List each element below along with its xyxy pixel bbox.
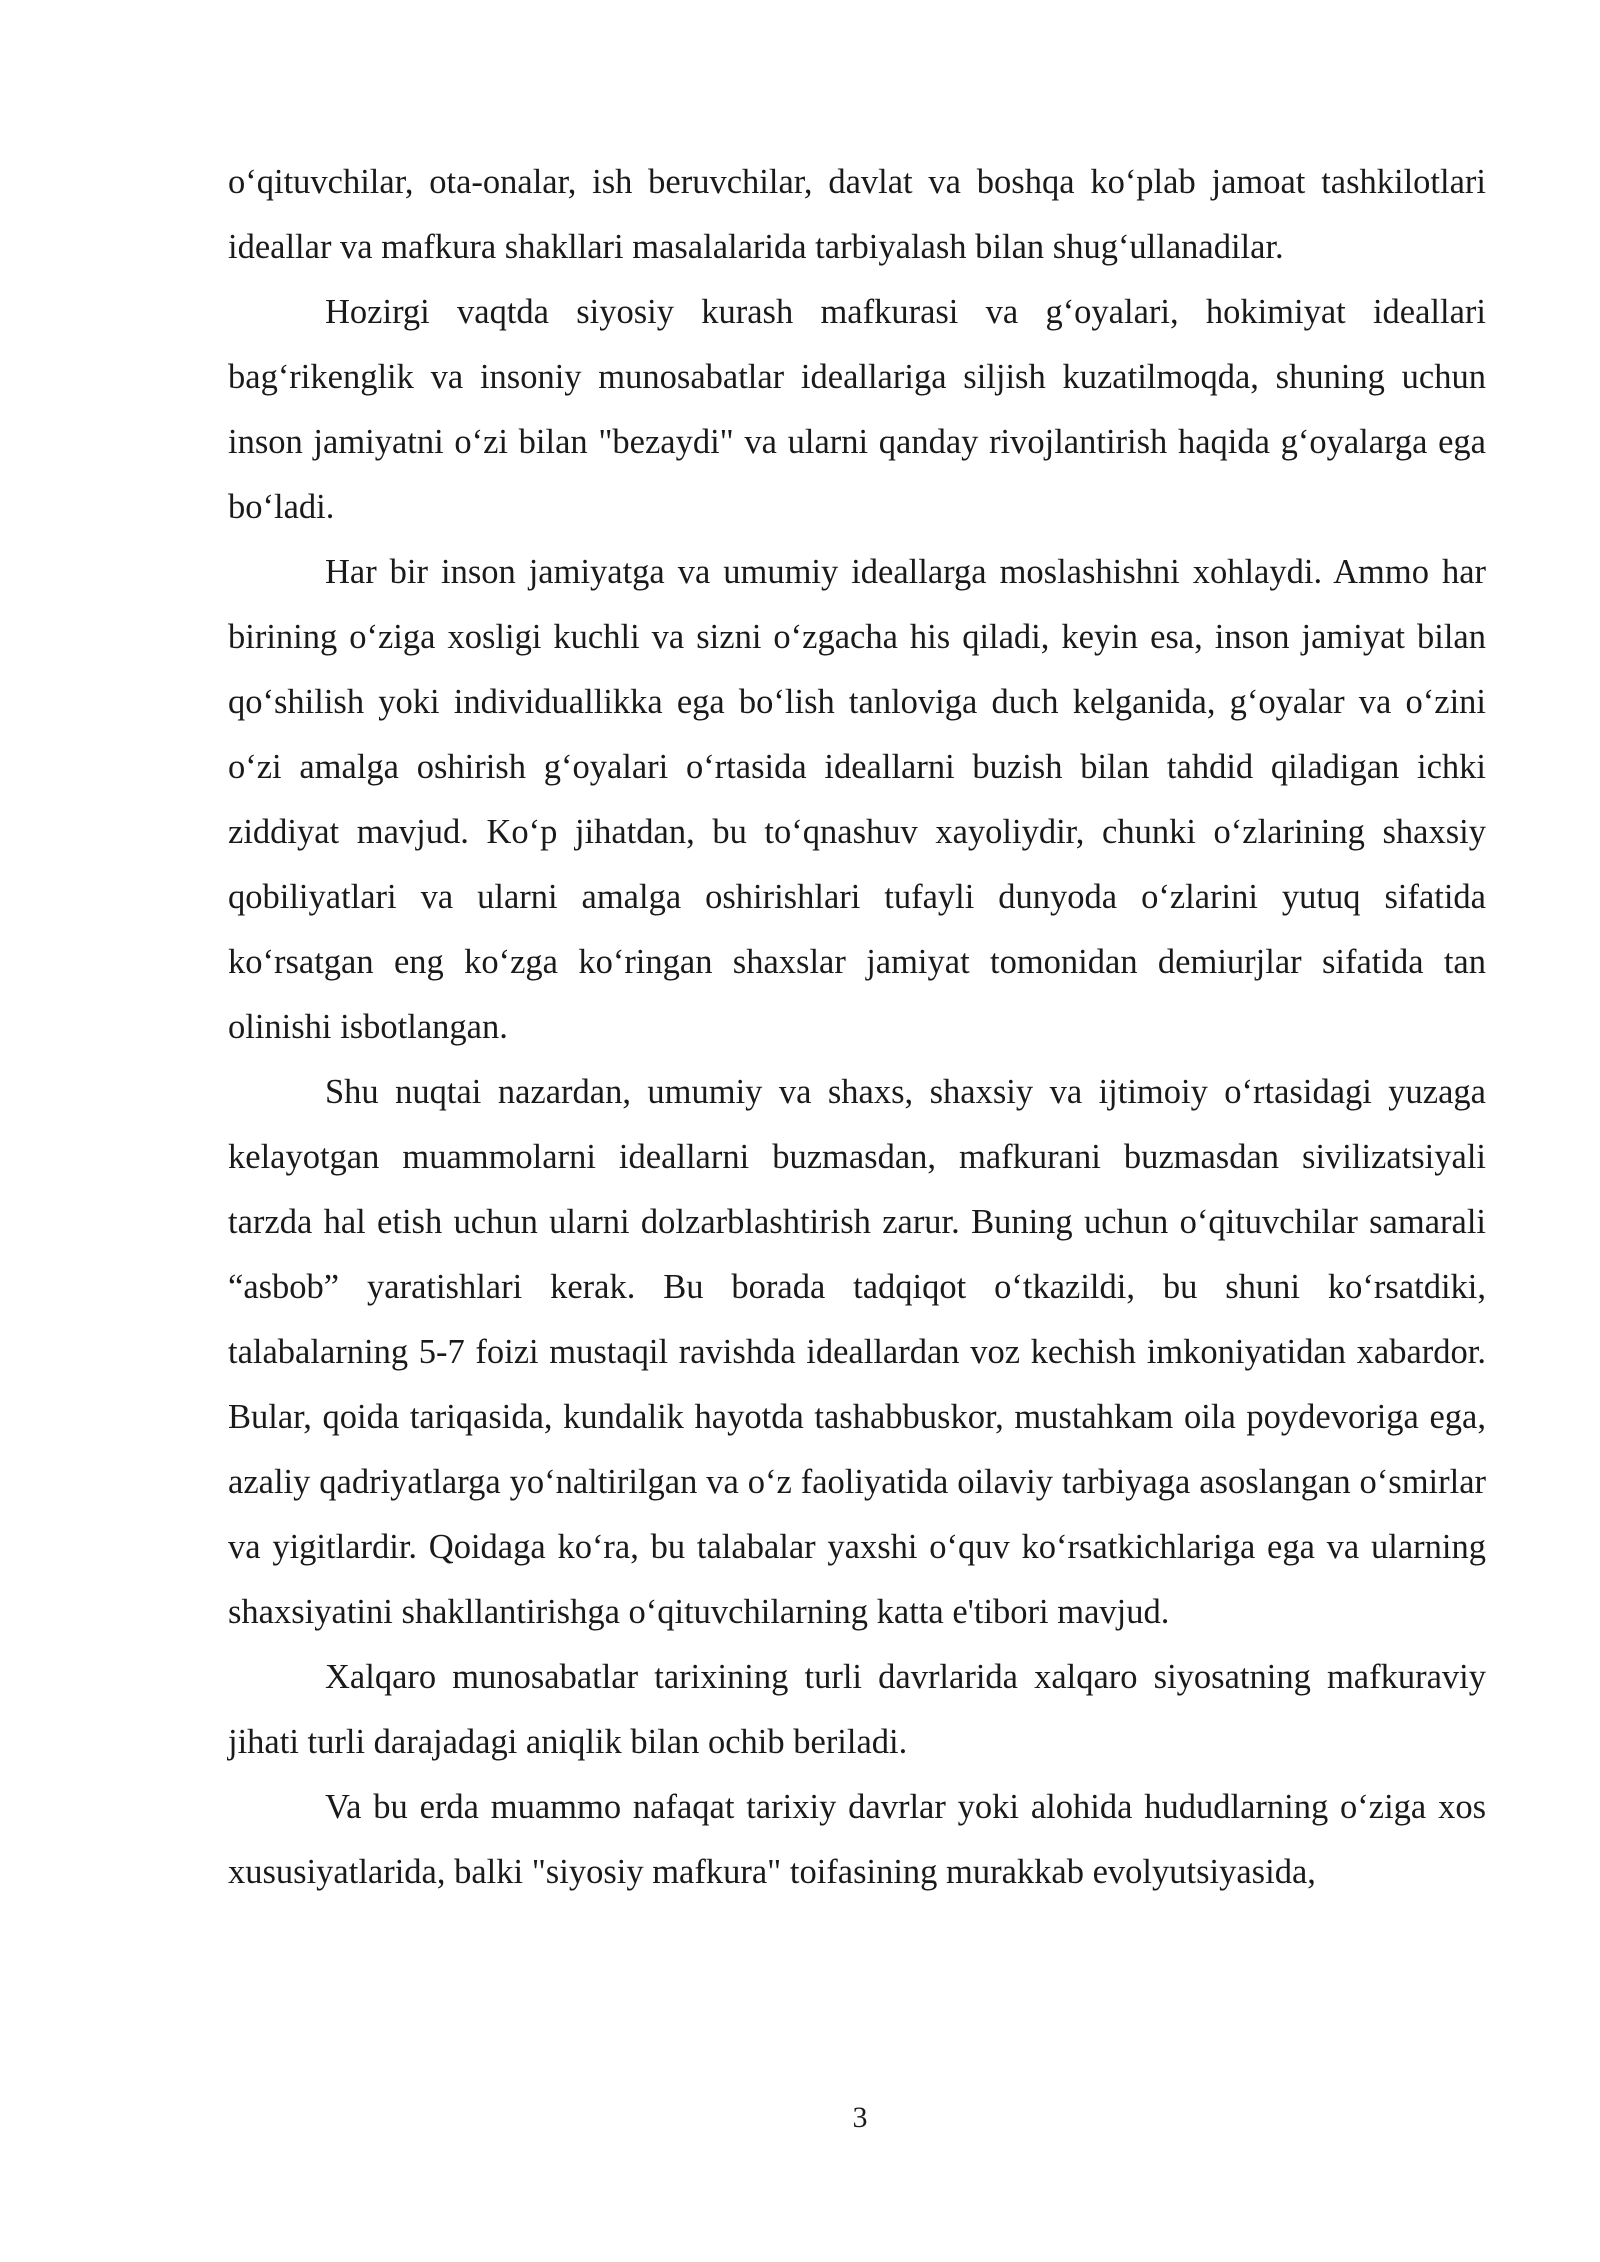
paragraph-3: Har bir inson jamiyatga va umumiy ideallarga moslashishni xohlaydi. Ammo har birining o‘ziga xosligi kuchli va sizni o‘zgacha his qiladi, keyin esa, inson jamiyat bilan qo‘shilish yoki individuallikka ega bo‘lish tanloviga duch kelganida, g‘oyalar va o‘zini o‘zi amalga oshirish g‘oyalari o‘rtasida ideallarni buzish bilan tahdid qiladigan ichki ziddiyat mavjud. Ko‘p jihatdan, bu to‘qnashuv xayoliydir, chunki o‘zlarining shaxsiy qobiliyatlari va ularni amalga oshirishlari tufayli dunyoda o‘zlarini yutuq sifatida ko‘rsatgan eng ko‘zga ko‘ringan shaxslar jamiyat tomonidan demiurjlar sifatida tan olinishi isbotlangan. (228, 553, 1486, 1046)
paragraph-1: o‘qituvchilar, ota-onalar, ish beruvchilar, davlat va boshqa ko‘plab jamoat tashkilotlari ideallar va mafkura shakllari masalalarida tarbiyalash bilan shug‘ullanadilar. (228, 163, 1486, 266)
page-number: 3 (852, 2101, 868, 2134)
paragraph-4: Shu nuqtai nazardan, umumiy va shaxs, shaxsiy va ijtimoiy o‘rtasidagi yuzaga kelayotgan muammolarni ideallarni buzmasdan, mafkurani buzmasdan sivilizatsiyali tarzda hal etish uchun ularni dolzarblashtirish zarur. Buning uchun o‘qituvchilar samarali “asbob” yaratishlari kerak. Bu borada tadqiqot o‘tkazildi, bu shuni ko‘rsatdiki, talabalarning 5-7 foizi mustaqil ravishda ideallardan voz kechish imkoniyatidan xabardor. Bular, qoida tariqasida, kundalik hayotda tashabbuskor, mustahkam oila poydevoriga ega, azaliy qadriyatlarga yo‘naltirilgan va o‘z faoliyatida oilaviy tarbiyaga asoslangan o‘smirlar va yigitlardir. Qoidaga ko‘ra, bu talabalar yaxshi o‘quv ko‘rsatkichlariga ega va ularning shaxsiyatini shakllantirishga o‘qituvchilarning katta e'tibori mavjud. (228, 1073, 1486, 1631)
paragraph-2: Hozirgi vaqtda siyosiy kurash mafkurasi va g‘oyalari, hokimiyat ideallari bag‘rikenglik va insoniy munosabatlar ideallariga siljish kuzatilmoqda, shuning uchun inson jamiyatni o‘zi bilan "bezaydi" va ularni qanday rivojlantirish haqida g‘oyalarga ega bo‘ladi. (228, 293, 1486, 526)
paragraph-5: Xalqaro munosabatlar tarixining turli davrlarida xalqaro siyosatning mafkuraviy jihati turli darajadagi aniqlik bilan ochib beriladi. (228, 1658, 1486, 1761)
paragraph-6: Va bu erda muammo nafaqat tarixiy davrlar yoki alohida hududlarning o‘ziga xos xususiyatlarida, balki "siyosiy mafkura" toifasining murakkab evolyutsiyasida, (228, 1788, 1486, 1891)
document-body (228, 150, 1486, 1905)
